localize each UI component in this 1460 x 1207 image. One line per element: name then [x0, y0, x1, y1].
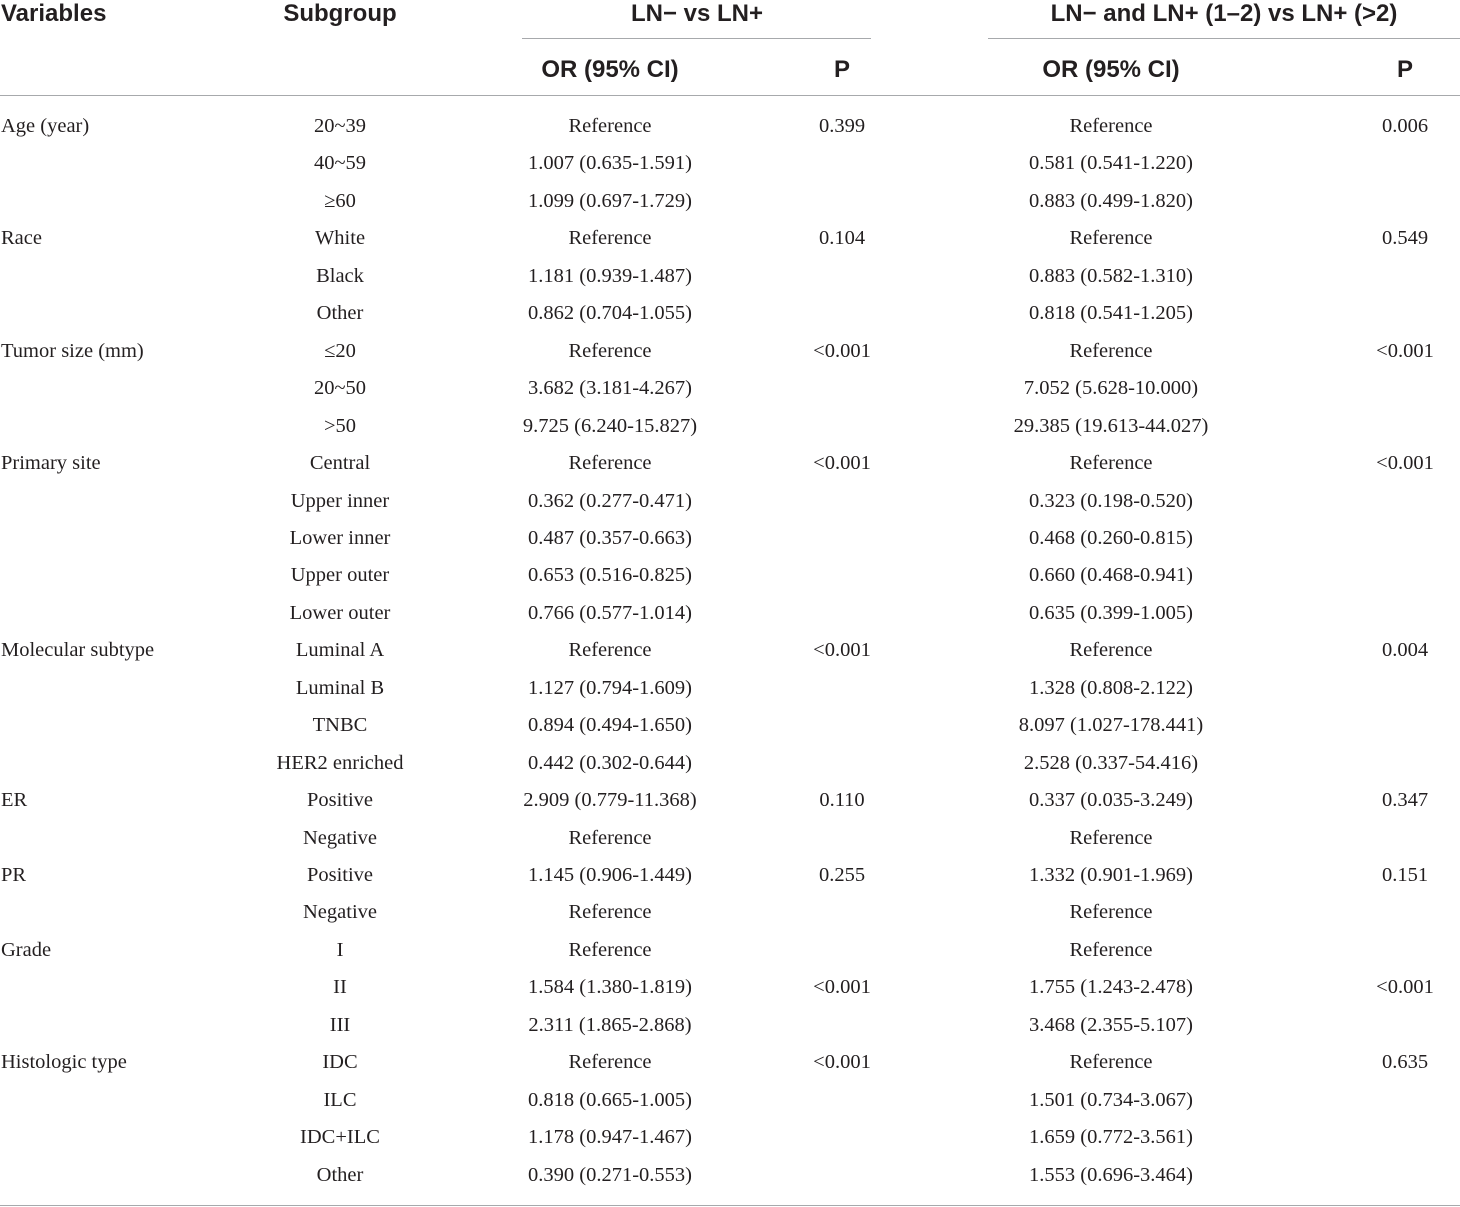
or-ci-group1-cell: Reference: [568, 452, 652, 474]
p-value-group2-cell: <0.001: [1376, 452, 1434, 474]
subgroup-cell: Luminal A: [295, 639, 385, 661]
variable-cell: Race: [1, 227, 42, 249]
subgroup-cell: Upper inner: [290, 490, 390, 512]
header-subgroup: Subgroup: [283, 0, 397, 27]
or-ci-group2-cell: 1.659 (0.772-3.561): [1029, 1126, 1193, 1148]
subgroup-cell: ≤20: [324, 340, 356, 362]
p-value-group1-cell: <0.001: [813, 639, 871, 661]
or-ci-group2-cell: Reference: [1069, 115, 1153, 137]
header-p-group2: P: [1396, 56, 1414, 83]
or-ci-group1-cell: 1.099 (0.697-1.729): [528, 190, 692, 212]
p-value-group2-cell: 0.006: [1381, 115, 1429, 137]
or-ci-group1-cell: Reference: [568, 827, 652, 849]
group1-underline: [522, 38, 871, 39]
subgroup-cell: Upper outer: [290, 564, 390, 586]
variable-cell: ER: [1, 789, 28, 811]
subgroup-cell: TNBC: [312, 714, 368, 736]
or-ci-group2-cell: 0.883 (0.582-1.310): [1029, 265, 1193, 287]
or-ci-group1-cell: 0.390 (0.271-0.553): [528, 1164, 692, 1186]
subgroup-cell: Other: [316, 1164, 364, 1186]
variable-cell: Tumor size (mm): [1, 340, 144, 362]
header-group-ln-neg-vs-ln-pos: LN− vs LN+: [630, 0, 764, 27]
subgroup-cell: ILC: [323, 1089, 357, 1111]
or-ci-group2-cell: 1.328 (0.808-2.122): [1029, 677, 1193, 699]
or-ci-group2-cell: 1.332 (0.901-1.969): [1029, 864, 1193, 886]
or-ci-group2-cell: 1.501 (0.734-3.067): [1029, 1089, 1193, 1111]
header-or-95ci-group1: OR (95% CI): [541, 56, 679, 83]
or-ci-group2-cell: 1.553 (0.696-3.464): [1029, 1164, 1193, 1186]
or-ci-group2-cell: 0.883 (0.499-1.820): [1029, 190, 1193, 212]
or-ci-group1-cell: Reference: [568, 227, 652, 249]
subgroup-cell: III: [329, 1014, 351, 1036]
or-ci-group2-cell: 3.468 (2.355-5.107): [1029, 1014, 1193, 1036]
subgroup-cell: Black: [316, 265, 364, 287]
subgroup-cell: IDC+ILC: [300, 1126, 380, 1148]
or-ci-group1-cell: Reference: [568, 939, 652, 961]
or-ci-group2-cell: 7.052 (5.628-10.000): [1023, 377, 1199, 399]
or-ci-group1-cell: 1.007 (0.635-1.591): [528, 152, 692, 174]
p-value-group2-cell: 0.549: [1381, 227, 1429, 249]
group2-underline: [988, 38, 1460, 39]
or-ci-group2-cell: 8.097 (1.027-178.441): [1018, 714, 1204, 736]
header-variables: Variables: [1, 0, 107, 27]
header-p-group1: P: [833, 56, 851, 83]
or-ci-group1-cell: 2.311 (1.865-2.868): [528, 1014, 692, 1036]
header-or-95ci-group2: OR (95% CI): [1042, 56, 1180, 83]
or-ci-group1-cell: 1.178 (0.947-1.467): [528, 1126, 692, 1148]
subgroup-cell: Negative: [303, 827, 377, 849]
or-ci-group1-cell: 0.766 (0.577-1.014): [528, 602, 692, 624]
variable-cell: Histologic type: [1, 1051, 127, 1073]
subgroup-cell: Luminal B: [295, 677, 385, 699]
or-ci-group1-cell: 0.362 (0.277-0.471): [528, 490, 692, 512]
or-ci-group1-cell: 2.909 (0.779-11.368): [523, 789, 697, 811]
or-ci-group1-cell: Reference: [568, 639, 652, 661]
subgroup-cell: HER2 enriched: [276, 752, 404, 774]
or-ci-group2-cell: Reference: [1069, 452, 1153, 474]
or-ci-group2-cell: Reference: [1069, 639, 1153, 661]
p-value-group1-cell: 0.110: [819, 789, 865, 811]
subgroup-cell: 20~50: [313, 377, 367, 399]
p-value-group2-cell: 0.635: [1381, 1051, 1429, 1073]
or-ci-group2-cell: 1.755 (1.243-2.478): [1029, 976, 1193, 998]
or-ci-group1-cell: 0.862 (0.704-1.055): [528, 302, 692, 324]
subgroup-cell: II: [333, 976, 347, 998]
or-ci-group2-cell: 0.635 (0.399-1.005): [1029, 602, 1193, 624]
subgroup-cell: Central: [309, 452, 371, 474]
or-ci-group1-cell: 9.725 (6.240-15.827): [522, 415, 698, 437]
or-ci-group2-cell: Reference: [1069, 827, 1153, 849]
p-value-group2-cell: 0.151: [1381, 864, 1429, 886]
or-ci-group2-cell: Reference: [1069, 227, 1153, 249]
variable-cell: Molecular subtype: [1, 639, 155, 661]
or-ci-group1-cell: Reference: [568, 340, 652, 362]
or-ci-group1-cell: 0.442 (0.302-0.644): [528, 752, 692, 774]
or-ci-group2-cell: Reference: [1069, 939, 1153, 961]
or-ci-group2-cell: 2.528 (0.337-54.416): [1023, 752, 1199, 774]
or-ci-group1-cell: Reference: [568, 115, 652, 137]
p-value-group2-cell: <0.001: [1376, 976, 1434, 998]
p-value-group1-cell: 0.104: [818, 227, 866, 249]
subgroup-cell: Positive: [306, 864, 374, 886]
p-value-group2-cell: <0.001: [1376, 340, 1434, 362]
subgroup-cell: Positive: [306, 789, 374, 811]
variable-cell: Grade: [1, 939, 52, 961]
p-value-group1-cell: <0.001: [813, 452, 871, 474]
or-ci-group1-cell: 1.584 (1.380-1.819): [528, 976, 692, 998]
header-bottom-rule: [0, 95, 1460, 96]
p-value-group1-cell: <0.001: [813, 1051, 871, 1073]
or-ci-group1-cell: 3.682 (3.181-4.267): [528, 377, 692, 399]
subgroup-cell: >50: [323, 415, 357, 437]
or-ci-group2-cell: 0.818 (0.541-1.205): [1029, 302, 1193, 324]
or-ci-group1-cell: 0.653 (0.516-0.825): [528, 564, 692, 586]
p-value-group2-cell: 0.347: [1381, 789, 1429, 811]
subgroup-cell: I: [336, 939, 344, 961]
p-value-group1-cell: <0.001: [813, 340, 871, 362]
or-ci-group2-cell: 0.468 (0.260-0.815): [1029, 527, 1193, 549]
or-ci-group1-cell: 1.127 (0.794-1.609): [528, 677, 692, 699]
or-ci-group2-cell: Reference: [1069, 901, 1153, 923]
variable-cell: Primary site: [1, 452, 101, 474]
p-value-group1-cell: 0.399: [818, 115, 866, 137]
header-group-ln-neg-and-1-2-vs-gt2: LN− and LN+ (1–2) vs LN+ (>2): [1050, 0, 1398, 27]
subgroup-cell: IDC: [322, 1051, 358, 1073]
table-bottom-rule: [0, 1205, 1460, 1206]
or-ci-group1-cell: 0.894 (0.494-1.650): [528, 714, 692, 736]
or-ci-group1-cell: 0.487 (0.357-0.663): [528, 527, 692, 549]
or-ci-group1-cell: 1.181 (0.939-1.487): [528, 265, 692, 287]
subgroup-cell: Other: [316, 302, 364, 324]
or-ci-group2-cell: 0.581 (0.541-1.220): [1029, 152, 1193, 174]
variable-cell: Age (year): [1, 115, 90, 137]
subgroup-cell: White: [314, 227, 366, 249]
or-ci-group1-cell: Reference: [568, 1051, 652, 1073]
or-ci-group2-cell: 0.323 (0.198-0.520): [1029, 490, 1193, 512]
or-ci-group2-cell: 29.385 (19.613-44.027): [1013, 415, 1209, 437]
or-ci-group1-cell: 0.818 (0.665-1.005): [528, 1089, 692, 1111]
subgroup-cell: Lower outer: [289, 602, 391, 624]
p-value-group1-cell: <0.001: [813, 976, 871, 998]
or-ci-group2-cell: Reference: [1069, 1051, 1153, 1073]
or-ci-group2-cell: 0.660 (0.468-0.941): [1029, 564, 1193, 586]
or-ci-group1-cell: Reference: [568, 901, 652, 923]
subgroup-cell: Negative: [303, 901, 377, 923]
or-ci-group1-cell: 1.145 (0.906-1.449): [528, 864, 692, 886]
subgroup-cell: 40~59: [313, 152, 367, 174]
subgroup-cell: Lower inner: [289, 527, 391, 549]
subgroup-cell: 20~39: [313, 115, 367, 137]
or-ci-group2-cell: Reference: [1069, 340, 1153, 362]
p-value-group1-cell: 0.255: [818, 864, 866, 886]
subgroup-cell: ≥60: [324, 190, 356, 212]
p-value-group2-cell: 0.004: [1381, 639, 1429, 661]
variable-cell: PR: [1, 864, 27, 886]
or-ci-group2-cell: 0.337 (0.035-3.249): [1029, 789, 1193, 811]
